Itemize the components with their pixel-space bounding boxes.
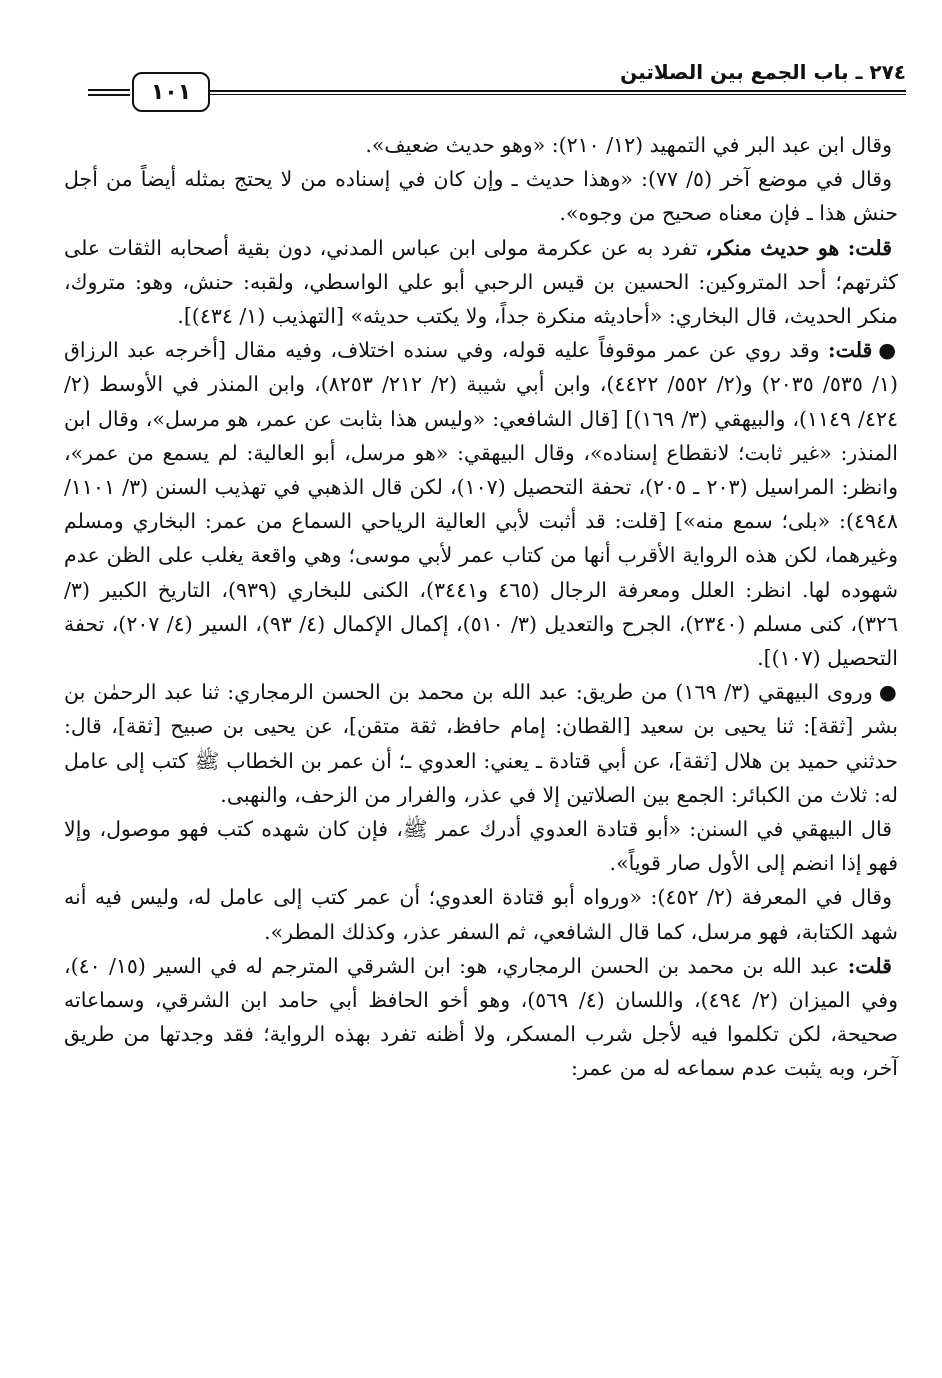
paragraph-7 [64, 880, 898, 948]
paragraph-text: وقال في موضع آخر (٥/ ٧٧): «وهذا حديث ـ وإن كان في إسناده من لا يحتج بمثله أيضاً من أجل حنش هذا ـ فإن معناه صحيح من وجوه». [64, 167, 898, 226]
paragraph-6 [64, 812, 898, 880]
running-title: ٢٧٤ ـ باب الجمع بين الصلاتين [620, 60, 906, 84]
header-rule-bottom [210, 94, 906, 95]
page-number: ١٠١ [150, 79, 192, 105]
paragraph-text: قال البيهقي في السنن: «أبو قتادة العدوي أدرك عمر ﷺ، فإن كان شهده كتب فهو موصول، وإلا فهو إذا انضم إلى الأول صار قوياً». [64, 817, 898, 876]
header-rule-top [210, 90, 906, 92]
paragraph-text: وقد روي عن عمر موقوفاً عليه قوله، وفي سنده اختلاف، وفيه مقال [أخرجه عبد الرزاق (١/ ٥٣٥/ ٢٠٣٥) و(٢/ ٥٥٢/ ٤٤٢٢)، وابن أبي شيبة (٢/ ٢١٢/ ٨٢٥٣)، وابن المنذر في الأوسط (٢/ ٤٢٤/ ١١٤٩)، والبيهقي (٣/ ١٦٩)] [قال الشافعي: «وليس هذا بثابت عن عمر، هو مرسل»، وقال ابن المنذر: «غير ثابت؛ لانقطاع إسناده»، وقال البيهقي: «هو مرسل، أبو العالية: لم يسمع من عمر»، وانظر: المراسيل (٢٠٣ ـ ٢٠٥)، تحفة التحصيل (١٠٧)، لكن قال الذهبي في تهذيب السنن (٣/ ١١٠١/ ٤٩٤٨): «بلى؛ سمع منه»] [قلت: قد أثبت لأبي العالية الرياحي السماع من عمر: البخاري ومسلم وغيرهما، لكن هذه الرواية الأقرب أنها من كتاب عمر لأبي موسى؛ وهي واقعة يغلب على الظن عدم شهوده لها. انظر: العلل ومعرفة الرجال (٤٦٥ و٣٤٤١)، الكنى للبخاري (٩٣٩)، التاريخ الكبير (٣/ ٣٢٦)، كنى مسلم (٢٣٤٠)، الجرح والتعديل (٣/ ٥١٠)، إكمال الإكمال (٤/ ٩٣)، السير (٤/ ٢٠٧)، تحفة التحصيل (١٠٧)]. [64, 338, 899, 671]
paragraph-text: تفرد به عن عكرمة مولى ابن عباس المدني، دون بقية أصحابه الثقات على كثرتهم؛ أحد المتروكين: الحسين بن قيس الرحبي أبو علي الواسطي، ولقبه: حنش، وهو: متروك، منكر الحديث، قال البخاري: «أحاديثه منكرة جداً، ولا يكتب حديثه» [التهذيب (١/ ٤٣٤)]. [64, 235, 898, 329]
bullet-icon: ● [878, 338, 899, 363]
paragraph-text: وقال في المعرفة (٢/ ٤٥٢): «ورواه أبو قتادة العدوي؛ أن عمر كتب إلى عامل له، وليس فيه أنه شهد الكتابة، فهو مرسل، كما قال الشافعي، ثم السفر عذر، وكذلك المطر». [64, 885, 898, 944]
paragraph-text: وقال ابن عبد البر في التمهيد (١٢/ ٢١٠): «وهو حديث ضعيف». [365, 133, 892, 157]
header-rule-left-top [88, 89, 130, 91]
paragraph-1 [64, 128, 898, 162]
bullet-icon: ● [878, 680, 898, 705]
page-number-box [132, 72, 210, 112]
paragraph-3 [64, 231, 898, 334]
paragraph-label: قلت: [847, 953, 892, 978]
paragraph-2 [64, 162, 898, 230]
paragraph-label: قلت: [828, 338, 873, 363]
paragraph-4 [64, 333, 898, 675]
header-rule-left-bottom [88, 94, 130, 96]
paragraph-text: وروى البيهقي (٣/ ١٦٩) من طريق: عبد الله بن محمد بن الحسن الرمجاري: ثنا عبد الرحمٰن بن بشر [ثقة]: ثنا يحيى بن سعيد [القطان: إمام حافظ، ثقة متقن]، عن يحيى بن صبيح [ثقة]، قال: حدثني حميد بن هلال [ثقة]، عن أبي قتادة ـ يعني: العدوي ـ؛ أن عمر بن الخطاب ﷺ كتب إلى عامل له: ثلاث من الكبائر: الجمع بين الصلاتين إلا في عذر، والفرار من الزحف، والنهبى. [64, 680, 898, 807]
body-text [64, 128, 898, 1086]
paragraph-label: قلت: هو حديث منكر، [705, 235, 893, 260]
paragraph-5 [64, 675, 898, 812]
paragraph-8 [64, 949, 898, 1086]
page-header [88, 60, 906, 104]
paragraph-text: عبد الله بن محمد بن الحسن الرمجاري، هو: ابن الشرقي المترجم له في السير (١٥/ ٤٠)، وفي الميزان (٢/ ٤٩٤)، واللسان (٤/ ٥٦٩)، وهو أخو الحافظ أبي حامد ابن الشرقي، وسماعاته صحيحة، لكن تكلموا فيه لأجل شرب المسكر، ولا أظنه تفرد بهذه الرواية؛ فقد وجدتها من طريق آخر، وبه يثبت عدم سماعه له من عمر: [64, 953, 898, 1081]
